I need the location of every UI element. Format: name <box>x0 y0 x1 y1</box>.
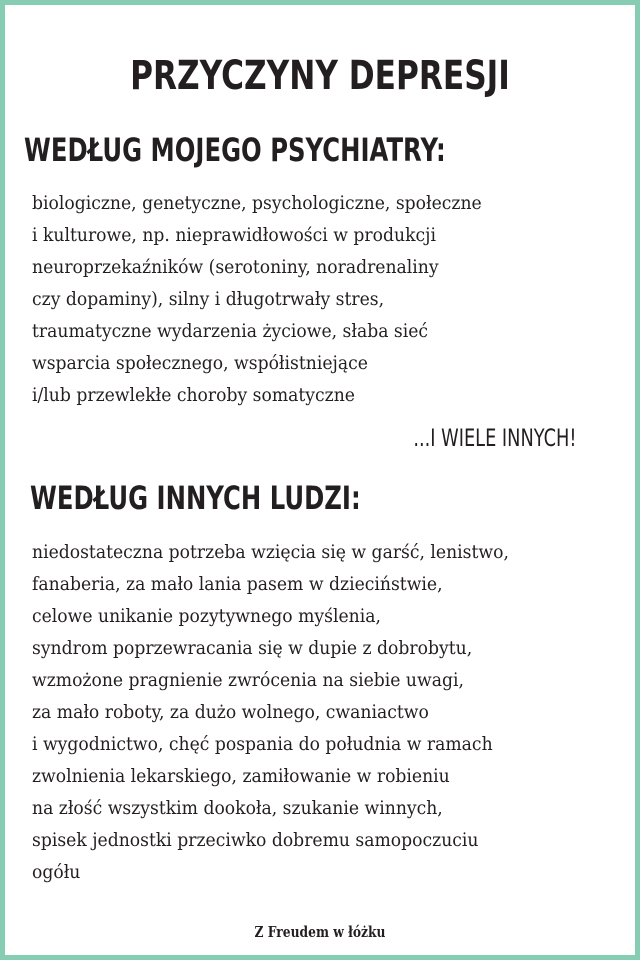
others-line: ogółu <box>32 861 81 883</box>
psychiatrist-line: traumatyczne wydarzenia życiowe, słaba sieć <box>32 320 429 342</box>
psychiatrist-line: biologiczne, genetyczne, psychologiczne, społeczne <box>32 192 482 214</box>
psychiatrist-line: i/lub przewlekłe choroby somatyczne <box>32 384 355 406</box>
others-line: fanaberia, za mało lania pasem w dzieciństwie, <box>32 573 443 595</box>
psychiatrist-line: neuroprzekaźników (serotoniny, noradrenaliny <box>32 256 439 278</box>
psychiatrist-line: i kulturowe, np. nieprawidłowości w produkcji <box>32 224 436 246</box>
psychiatrist-causes <box>32 187 482 411</box>
psychiatrist-line: czy dopaminy), silny i długotrwały stres, <box>32 288 385 310</box>
others-line: za mało roboty, za dużo wolnego, cwaniactwo <box>32 701 429 723</box>
others-line: i wygodnictwo, chęć pospania do południa w ramach <box>32 733 493 755</box>
others-causes <box>32 536 509 888</box>
many-others-note: ...I WIELE INNYCH! <box>412 424 576 452</box>
others-line: spisek jednostki przeciwko dobremu samopoczuciu <box>32 829 479 851</box>
psychiatrist-heading: WEDŁUG MOJEGO PSYCHIATRY: <box>24 131 446 169</box>
page-title: PRZYCZYNY DEPRESJI <box>130 53 510 99</box>
others-line: wzmożone pragnienie zwrócenia na siebie uwagi, <box>32 669 464 691</box>
others-line: niedostateczna potrzeba wzięcia się w garść, lenistwo, <box>32 541 509 563</box>
others-line: zwolnienia lekarskiego, zamiłowanie w robieniu <box>32 765 450 787</box>
footer-signature: Z Freudem w łóżku <box>254 923 386 941</box>
psychiatrist-line: wsparcia społecznego, współistniejące <box>32 352 368 374</box>
others-heading: WEDŁUG INNYCH LUDZI: <box>30 479 361 517</box>
others-line: syndrom poprzewracania się w dupie z dobrobytu, <box>32 637 473 659</box>
others-line: celowe unikanie pozytywnego myślenia, <box>32 605 381 627</box>
others-line: na złość wszystkim dookoła, szukanie winnych, <box>32 797 443 819</box>
